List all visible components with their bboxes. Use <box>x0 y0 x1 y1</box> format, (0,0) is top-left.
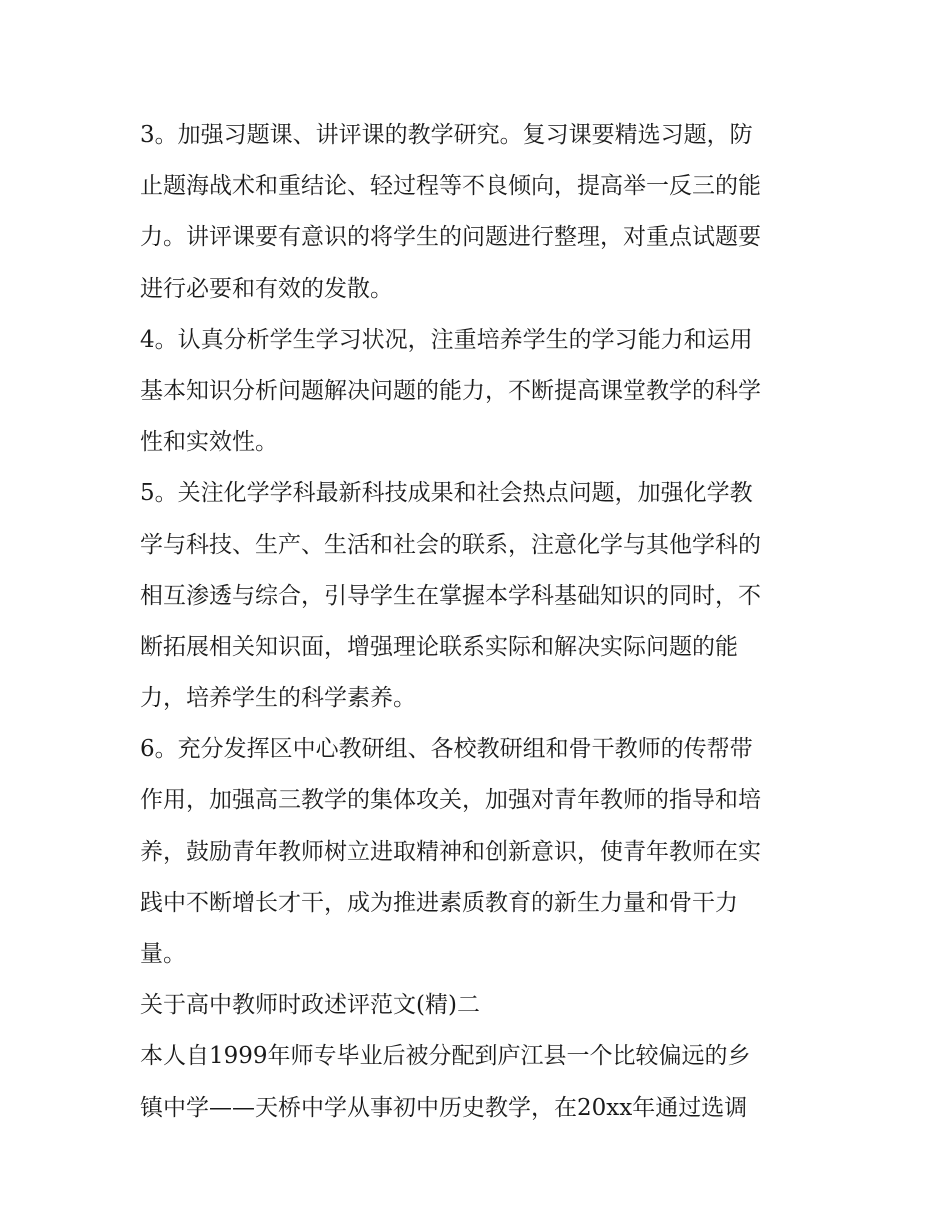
text-line: 止题海战术和重结论、轻过程等不良倾向，提高举一反三的能 <box>140 173 761 200</box>
text-line: 基本知识分析问题解决问题的能力，不断提高课堂教学的科学 <box>140 377 761 404</box>
text-line: 5。关注化学学科最新科技成果和社会热点问题，加强化学教 <box>140 480 753 507</box>
text-line: 作用，加强高三教学的集体攻关，加强对青年教师的指导和培 <box>140 787 761 814</box>
text-line: 量。 <box>140 941 186 967</box>
text-line: 6。充分发挥区中心教研组、各校教研组和骨干教师的传帮带 <box>140 736 753 763</box>
text-line: 力，培养学生的科学素养。 <box>140 685 416 712</box>
document-page <box>140 110 820 1134</box>
text-line: 践中不断增长才干，成为推进素质教育的新生力量和骨干力 <box>140 889 738 916</box>
heading-line: 关于高中教师时政述评范文(精)二 <box>140 992 480 1019</box>
text-line: 本人自1999年师专毕业后被分配到庐江县一个比较偏远的乡 <box>140 1043 751 1070</box>
text-line: 镇中学——天桥中学从事初中历史教学，在20xx年通过选调 <box>140 1094 748 1121</box>
paragraph-item-3 <box>140 110 820 315</box>
text-line: 性和实效性。 <box>140 429 278 456</box>
text-line: 学与科技、生产、生活和社会的联系，注意化学与其他学科的 <box>140 531 761 558</box>
text-line: 养，鼓励青年教师树立进取精神和创新意识，使青年教师在实 <box>140 838 761 865</box>
text-line: 力。讲评课要有意识的将学生的问题进行整理，对重点试题要 <box>140 224 761 251</box>
text-line: 相互渗透与综合，引导学生在掌握本学科基础知识的同时，不 <box>140 582 761 609</box>
paragraph-item-4 <box>140 315 820 469</box>
text-line: 断拓展相关知识面，增强理论联系实际和解决实际问题的能 <box>140 633 738 660</box>
text-line: 4。认真分析学生学习状况，注重培养学生的学习能力和运用 <box>140 326 753 353</box>
paragraph-item-5 <box>140 468 820 724</box>
text-line: 3。加强习题课、讲评课的教学研究。复习课要精选习题，防 <box>140 122 753 148</box>
section-heading <box>140 980 820 1031</box>
paragraph-body-intro <box>140 1031 820 1133</box>
text-line: 进行必要和有效的发散。 <box>140 275 393 302</box>
paragraph-item-6 <box>140 724 820 980</box>
